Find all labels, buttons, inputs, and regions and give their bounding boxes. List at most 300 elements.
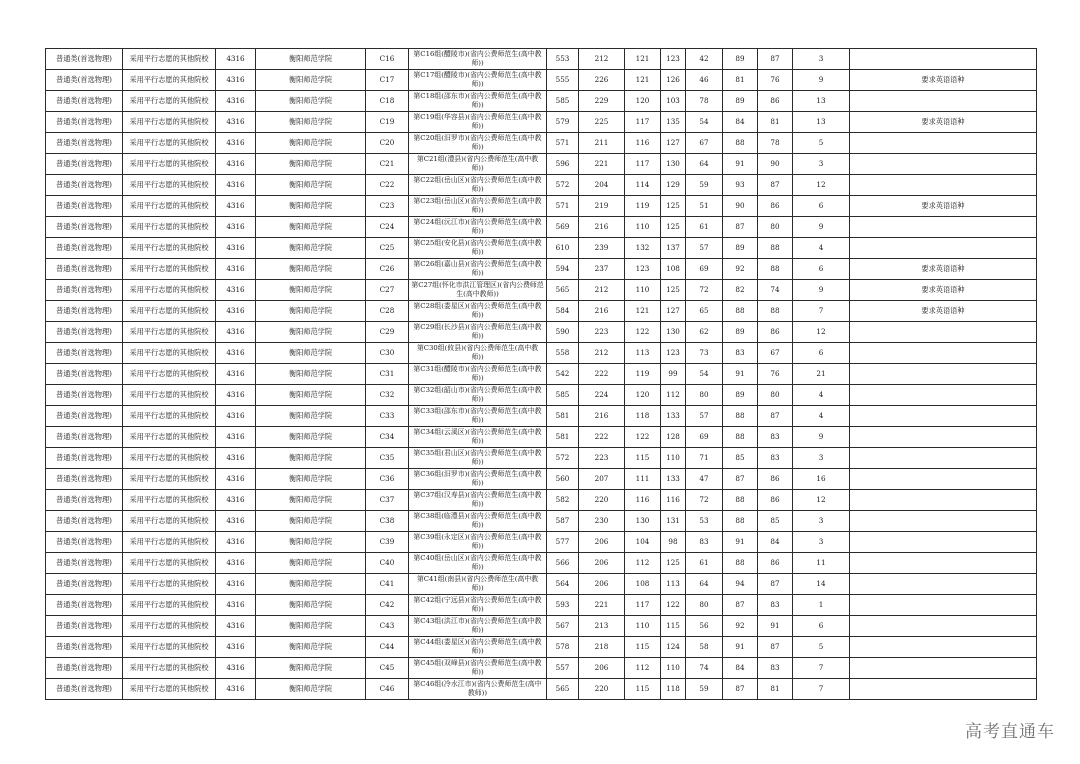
cell-score-e: 93 xyxy=(723,175,758,196)
cell-school-name: 衡阳师范学院 xyxy=(256,217,366,238)
cell-note: 要求英语语种 xyxy=(850,259,1037,280)
cell-batch: 采用平行志愿的其他院校 xyxy=(123,595,216,616)
cell-score-e: 88 xyxy=(723,427,758,448)
cell-total-score: 579 xyxy=(547,112,579,133)
cell-note: 要求英语语种 xyxy=(850,301,1037,322)
cell-score-f: 86 xyxy=(758,196,793,217)
cell-group-name: 第C20组(汨罗市)(省内公费师范生(高中教师)) xyxy=(409,133,547,154)
cell-score-c: 110 xyxy=(661,658,686,679)
cell-note xyxy=(850,616,1037,637)
cell-score-f: 85 xyxy=(758,511,793,532)
cell-school-name: 衡阳师范学院 xyxy=(256,637,366,658)
cell-count: 9 xyxy=(793,427,850,448)
cell-total-score: 577 xyxy=(547,532,579,553)
table-body xyxy=(46,49,1037,700)
cell-score-b: 116 xyxy=(625,133,661,154)
cell-score-d: 51 xyxy=(686,196,723,217)
cell-total-score: 560 xyxy=(547,469,579,490)
cell-school-name: 衡阳师范学院 xyxy=(256,91,366,112)
cell-score-e: 87 xyxy=(723,679,758,700)
table-row xyxy=(46,637,1037,658)
cell-group-code: C44 xyxy=(366,637,409,658)
cell-school-code: 4316 xyxy=(216,427,256,448)
cell-school-name: 衡阳师范学院 xyxy=(256,490,366,511)
cell-score-f: 86 xyxy=(758,490,793,511)
cell-category: 普通类(首选物理) xyxy=(46,322,123,343)
cell-score-d: 72 xyxy=(686,490,723,511)
cell-score-e: 83 xyxy=(723,343,758,364)
table-row xyxy=(46,490,1037,511)
table-row xyxy=(46,154,1037,175)
cell-total-score: 569 xyxy=(547,217,579,238)
cell-total-score: 581 xyxy=(547,427,579,448)
cell-school-code: 4316 xyxy=(216,364,256,385)
cell-school-code: 4316 xyxy=(216,280,256,301)
cell-group-name: 第C29组(长沙县)(省内公费师范生(高中教师)) xyxy=(409,322,547,343)
cell-batch: 采用平行志愿的其他院校 xyxy=(123,238,216,259)
cell-score-e: 88 xyxy=(723,553,758,574)
cell-score-b: 112 xyxy=(625,658,661,679)
cell-score-a: 206 xyxy=(579,532,625,553)
cell-score-b: 123 xyxy=(625,259,661,280)
cell-score-f: 87 xyxy=(758,406,793,427)
cell-group-code: C17 xyxy=(366,70,409,91)
cell-score-c: 127 xyxy=(661,133,686,154)
cell-school-name: 衡阳师范学院 xyxy=(256,112,366,133)
cell-school-name: 衡阳师范学院 xyxy=(256,532,366,553)
cell-score-c: 112 xyxy=(661,385,686,406)
cell-total-score: 565 xyxy=(547,679,579,700)
cell-group-name: 第C17组(醴陵市)(省内公费师范生(高中教师)) xyxy=(409,70,547,91)
admission-table xyxy=(45,48,1037,700)
cell-school-code: 4316 xyxy=(216,238,256,259)
cell-group-code: C32 xyxy=(366,385,409,406)
cell-count: 21 xyxy=(793,364,850,385)
table-row xyxy=(46,385,1037,406)
cell-score-c: 115 xyxy=(661,616,686,637)
table-row xyxy=(46,238,1037,259)
cell-total-score: 542 xyxy=(547,364,579,385)
cell-score-f: 84 xyxy=(758,532,793,553)
cell-score-a: 222 xyxy=(579,364,625,385)
cell-score-f: 81 xyxy=(758,679,793,700)
cell-score-d: 72 xyxy=(686,280,723,301)
cell-score-f: 86 xyxy=(758,469,793,490)
cell-batch: 采用平行志愿的其他院校 xyxy=(123,679,216,700)
cell-note xyxy=(850,595,1037,616)
cell-score-c: 135 xyxy=(661,112,686,133)
cell-batch: 采用平行志愿的其他院校 xyxy=(123,658,216,679)
cell-group-name: 第C26组(嘉山县)(省内公费师范生(高中教师)) xyxy=(409,259,547,280)
cell-school-name: 衡阳师范学院 xyxy=(256,679,366,700)
cell-school-code: 4316 xyxy=(216,553,256,574)
cell-note xyxy=(850,490,1037,511)
cell-score-b: 120 xyxy=(625,91,661,112)
cell-school-code: 4316 xyxy=(216,448,256,469)
cell-score-a: 229 xyxy=(579,91,625,112)
cell-school-name: 衡阳师范学院 xyxy=(256,154,366,175)
cell-score-a: 220 xyxy=(579,490,625,511)
cell-score-a: 216 xyxy=(579,301,625,322)
cell-score-f: 90 xyxy=(758,154,793,175)
cell-score-c: 137 xyxy=(661,238,686,259)
cell-school-code: 4316 xyxy=(216,112,256,133)
cell-total-score: 585 xyxy=(547,91,579,112)
cell-score-e: 84 xyxy=(723,112,758,133)
cell-category: 普通类(首选物理) xyxy=(46,70,123,91)
cell-group-code: C23 xyxy=(366,196,409,217)
cell-batch: 采用平行志愿的其他院校 xyxy=(123,259,216,280)
cell-score-f: 74 xyxy=(758,280,793,301)
cell-total-score: 566 xyxy=(547,553,579,574)
cell-count: 12 xyxy=(793,490,850,511)
cell-category: 普通类(首选物理) xyxy=(46,637,123,658)
cell-score-b: 114 xyxy=(625,175,661,196)
cell-total-score: 553 xyxy=(547,49,579,70)
cell-score-f: 67 xyxy=(758,343,793,364)
cell-score-d: 78 xyxy=(686,91,723,112)
cell-count: 3 xyxy=(793,49,850,70)
cell-count: 1 xyxy=(793,595,850,616)
cell-score-e: 94 xyxy=(723,574,758,595)
cell-score-f: 83 xyxy=(758,448,793,469)
table-row xyxy=(46,679,1037,700)
cell-note xyxy=(850,574,1037,595)
cell-score-e: 88 xyxy=(723,406,758,427)
cell-group-code: C38 xyxy=(366,511,409,532)
cell-total-score: 610 xyxy=(547,238,579,259)
table-row xyxy=(46,343,1037,364)
cell-group-code: C24 xyxy=(366,217,409,238)
cell-score-a: 219 xyxy=(579,196,625,217)
cell-score-d: 57 xyxy=(686,238,723,259)
cell-score-d: 73 xyxy=(686,343,723,364)
cell-score-a: 211 xyxy=(579,133,625,154)
cell-score-c: 130 xyxy=(661,322,686,343)
cell-school-code: 4316 xyxy=(216,343,256,364)
cell-group-code: C43 xyxy=(366,616,409,637)
cell-score-f: 88 xyxy=(758,259,793,280)
cell-note xyxy=(850,133,1037,154)
cell-school-name: 衡阳师范学院 xyxy=(256,238,366,259)
cell-score-b: 115 xyxy=(625,679,661,700)
cell-score-f: 80 xyxy=(758,217,793,238)
cell-score-f: 87 xyxy=(758,637,793,658)
cell-group-name: 第C44组(娄星区)(省内公费师范生(高中教师)) xyxy=(409,637,547,658)
cell-score-c: 128 xyxy=(661,427,686,448)
cell-score-b: 108 xyxy=(625,574,661,595)
cell-score-d: 74 xyxy=(686,658,723,679)
table-row xyxy=(46,70,1037,91)
cell-score-b: 117 xyxy=(625,595,661,616)
cell-school-name: 衡阳师范学院 xyxy=(256,364,366,385)
cell-group-code: C30 xyxy=(366,343,409,364)
table-row xyxy=(46,112,1037,133)
cell-note xyxy=(850,385,1037,406)
cell-batch: 采用平行志愿的其他院校 xyxy=(123,511,216,532)
cell-note xyxy=(850,175,1037,196)
cell-batch: 采用平行志愿的其他院校 xyxy=(123,280,216,301)
cell-category: 普通类(首选物理) xyxy=(46,469,123,490)
cell-score-a: 239 xyxy=(579,238,625,259)
cell-school-name: 衡阳师范学院 xyxy=(256,658,366,679)
cell-count: 9 xyxy=(793,217,850,238)
cell-school-name: 衡阳师范学院 xyxy=(256,427,366,448)
cell-score-a: 226 xyxy=(579,70,625,91)
cell-total-score: 594 xyxy=(547,259,579,280)
cell-score-e: 89 xyxy=(723,385,758,406)
table-row xyxy=(46,133,1037,154)
cell-school-code: 4316 xyxy=(216,217,256,238)
cell-group-code: C28 xyxy=(366,301,409,322)
cell-note xyxy=(850,469,1037,490)
cell-score-d: 54 xyxy=(686,364,723,385)
cell-total-score: 558 xyxy=(547,343,579,364)
cell-score-f: 88 xyxy=(758,301,793,322)
cell-score-c: 110 xyxy=(661,448,686,469)
cell-score-d: 56 xyxy=(686,616,723,637)
cell-group-name: 第C28组(娄星区)(省内公费师范生(高中教师)) xyxy=(409,301,547,322)
cell-score-d: 59 xyxy=(686,175,723,196)
cell-school-name: 衡阳师范学院 xyxy=(256,280,366,301)
table-row xyxy=(46,574,1037,595)
cell-school-name: 衡阳师范学院 xyxy=(256,175,366,196)
cell-total-score: 572 xyxy=(547,175,579,196)
cell-batch: 采用平行志愿的其他院校 xyxy=(123,406,216,427)
cell-school-code: 4316 xyxy=(216,154,256,175)
cell-note xyxy=(850,553,1037,574)
cell-category: 普通类(首选物理) xyxy=(46,217,123,238)
cell-school-name: 衡阳师范学院 xyxy=(256,574,366,595)
cell-category: 普通类(首选物理) xyxy=(46,595,123,616)
cell-batch: 采用平行志愿的其他院校 xyxy=(123,490,216,511)
cell-school-code: 4316 xyxy=(216,385,256,406)
cell-score-c: 127 xyxy=(661,301,686,322)
cell-note xyxy=(850,343,1037,364)
cell-group-name: 第C34组(云溪区)(省内公费师范生(高中教师)) xyxy=(409,427,547,448)
cell-batch: 采用平行志愿的其他院校 xyxy=(123,343,216,364)
table-row xyxy=(46,91,1037,112)
cell-school-code: 4316 xyxy=(216,259,256,280)
cell-batch: 采用平行志愿的其他院校 xyxy=(123,616,216,637)
cell-score-e: 91 xyxy=(723,637,758,658)
cell-group-code: C26 xyxy=(366,259,409,280)
cell-count: 12 xyxy=(793,322,850,343)
cell-batch: 采用平行志愿的其他院校 xyxy=(123,217,216,238)
cell-count: 13 xyxy=(793,91,850,112)
cell-score-d: 64 xyxy=(686,154,723,175)
table-row xyxy=(46,553,1037,574)
cell-group-name: 第C16组(醴陵市)(省内公费师范生(高中教师)) xyxy=(409,49,547,70)
table-row xyxy=(46,616,1037,637)
cell-score-f: 86 xyxy=(758,322,793,343)
cell-category: 普通类(首选物理) xyxy=(46,259,123,280)
cell-count: 9 xyxy=(793,280,850,301)
cell-score-b: 120 xyxy=(625,385,661,406)
cell-school-name: 衡阳师范学院 xyxy=(256,448,366,469)
cell-category: 普通类(首选物理) xyxy=(46,91,123,112)
cell-score-f: 87 xyxy=(758,574,793,595)
cell-total-score: 596 xyxy=(547,154,579,175)
cell-category: 普通类(首选物理) xyxy=(46,616,123,637)
cell-score-f: 87 xyxy=(758,175,793,196)
cell-score-c: 123 xyxy=(661,343,686,364)
cell-score-c: 131 xyxy=(661,511,686,532)
cell-count: 3 xyxy=(793,154,850,175)
cell-total-score: 571 xyxy=(547,196,579,217)
cell-score-d: 61 xyxy=(686,217,723,238)
cell-total-score: 587 xyxy=(547,511,579,532)
cell-score-a: 218 xyxy=(579,637,625,658)
cell-score-d: 65 xyxy=(686,301,723,322)
cell-group-name: 第C24组(沅江市)(省内公费师范生(高中教师)) xyxy=(409,217,547,238)
cell-score-d: 54 xyxy=(686,112,723,133)
cell-score-b: 116 xyxy=(625,490,661,511)
cell-count: 9 xyxy=(793,70,850,91)
cell-score-e: 87 xyxy=(723,217,758,238)
cell-group-name: 第C27组(怀化市洪江管理区)(省内公费师范生(高中教师)) xyxy=(409,280,547,301)
cell-school-code: 4316 xyxy=(216,658,256,679)
cell-score-b: 115 xyxy=(625,637,661,658)
table-row xyxy=(46,595,1037,616)
cell-batch: 采用平行志愿的其他院校 xyxy=(123,301,216,322)
cell-score-d: 46 xyxy=(686,70,723,91)
cell-group-name: 第C37组(汉寿县)(省内公费师范生(高中教师)) xyxy=(409,490,547,511)
cell-score-c: 125 xyxy=(661,217,686,238)
cell-score-e: 88 xyxy=(723,301,758,322)
cell-category: 普通类(首选物理) xyxy=(46,679,123,700)
cell-category: 普通类(首选物理) xyxy=(46,385,123,406)
cell-category: 普通类(首选物理) xyxy=(46,511,123,532)
cell-score-a: 206 xyxy=(579,553,625,574)
table-row xyxy=(46,280,1037,301)
cell-school-code: 4316 xyxy=(216,196,256,217)
cell-note xyxy=(850,91,1037,112)
cell-group-name: 第C40组(岳山区)(省内公费师范生(高中教师)) xyxy=(409,553,547,574)
cell-note: 要求英语语种 xyxy=(850,70,1037,91)
cell-school-name: 衡阳师范学院 xyxy=(256,322,366,343)
cell-score-d: 69 xyxy=(686,427,723,448)
cell-category: 普通类(首选物理) xyxy=(46,364,123,385)
cell-group-code: C27 xyxy=(366,280,409,301)
cell-count: 5 xyxy=(793,637,850,658)
cell-category: 普通类(首选物理) xyxy=(46,658,123,679)
cell-group-code: C31 xyxy=(366,364,409,385)
cell-score-d: 67 xyxy=(686,133,723,154)
cell-group-name: 第C42组(宁远县)(省内公费师范生(高中教师)) xyxy=(409,595,547,616)
cell-category: 普通类(首选物理) xyxy=(46,280,123,301)
cell-batch: 采用平行志愿的其他院校 xyxy=(123,49,216,70)
table-row xyxy=(46,322,1037,343)
cell-score-c: 98 xyxy=(661,532,686,553)
cell-group-name: 第C23组(岳山区)(省内公费师范生(高中教师)) xyxy=(409,196,547,217)
cell-group-code: C46 xyxy=(366,679,409,700)
cell-score-d: 71 xyxy=(686,448,723,469)
cell-score-e: 92 xyxy=(723,259,758,280)
cell-score-b: 113 xyxy=(625,343,661,364)
cell-category: 普通类(首选物理) xyxy=(46,406,123,427)
cell-group-name: 第C41组(南县)(省内公费师范生(高中教师)) xyxy=(409,574,547,595)
cell-note xyxy=(850,217,1037,238)
cell-total-score: 582 xyxy=(547,490,579,511)
cell-score-a: 216 xyxy=(579,217,625,238)
cell-score-e: 92 xyxy=(723,616,758,637)
cell-score-d: 80 xyxy=(686,385,723,406)
cell-count: 6 xyxy=(793,259,850,280)
cell-group-name: 第C33组(邵东市)(省内公费师范生(高中教师)) xyxy=(409,406,547,427)
cell-group-name: 第C25组(安化县)(省内公费师范生(高中教师)) xyxy=(409,238,547,259)
cell-school-code: 4316 xyxy=(216,532,256,553)
cell-group-name: 第C30组(攸县)(省内公费师范生(高中教师)) xyxy=(409,343,547,364)
table-row xyxy=(46,364,1037,385)
cell-note xyxy=(850,532,1037,553)
cell-total-score: 565 xyxy=(547,280,579,301)
cell-score-c: 122 xyxy=(661,595,686,616)
cell-score-d: 64 xyxy=(686,574,723,595)
cell-school-code: 4316 xyxy=(216,49,256,70)
cell-score-d: 53 xyxy=(686,511,723,532)
cell-count: 3 xyxy=(793,511,850,532)
cell-group-name: 第C43组(洪江市)(省内公费师范生(高中教师)) xyxy=(409,616,547,637)
cell-score-c: 125 xyxy=(661,553,686,574)
cell-count: 11 xyxy=(793,553,850,574)
cell-note xyxy=(850,364,1037,385)
cell-school-name: 衡阳师范学院 xyxy=(256,595,366,616)
cell-count: 5 xyxy=(793,133,850,154)
cell-score-e: 81 xyxy=(723,70,758,91)
cell-score-e: 89 xyxy=(723,91,758,112)
cell-score-e: 87 xyxy=(723,595,758,616)
cell-group-name: 第C32组(韶山市)(省内公费师范生(高中教师)) xyxy=(409,385,547,406)
cell-score-f: 78 xyxy=(758,133,793,154)
cell-batch: 采用平行志愿的其他院校 xyxy=(123,427,216,448)
cell-count: 3 xyxy=(793,532,850,553)
cell-note xyxy=(850,637,1037,658)
cell-school-name: 衡阳师范学院 xyxy=(256,553,366,574)
cell-score-a: 212 xyxy=(579,49,625,70)
cell-score-c: 118 xyxy=(661,679,686,700)
cell-batch: 采用平行志愿的其他院校 xyxy=(123,91,216,112)
cell-score-d: 57 xyxy=(686,406,723,427)
cell-total-score: 557 xyxy=(547,658,579,679)
table-row xyxy=(46,658,1037,679)
cell-score-e: 89 xyxy=(723,322,758,343)
table-row xyxy=(46,427,1037,448)
cell-category: 普通类(首选物理) xyxy=(46,238,123,259)
cell-school-code: 4316 xyxy=(216,133,256,154)
cell-score-b: 132 xyxy=(625,238,661,259)
cell-score-b: 110 xyxy=(625,280,661,301)
cell-total-score: 593 xyxy=(547,595,579,616)
cell-score-f: 83 xyxy=(758,595,793,616)
cell-school-name: 衡阳师范学院 xyxy=(256,49,366,70)
cell-note xyxy=(850,49,1037,70)
cell-note xyxy=(850,511,1037,532)
cell-note: 要求英语语种 xyxy=(850,112,1037,133)
cell-group-code: C20 xyxy=(366,133,409,154)
cell-score-c: 125 xyxy=(661,196,686,217)
cell-group-name: 第C19组(华容县)(省内公费师范生(高中教师)) xyxy=(409,112,547,133)
cell-school-name: 衡阳师范学院 xyxy=(256,616,366,637)
cell-score-e: 85 xyxy=(723,448,758,469)
cell-group-name: 第C35组(君山区)(省内公费师范生(高中教师)) xyxy=(409,448,547,469)
cell-score-d: 80 xyxy=(686,595,723,616)
cell-score-c: 125 xyxy=(661,280,686,301)
cell-count: 7 xyxy=(793,658,850,679)
cell-note: 要求英语语种 xyxy=(850,280,1037,301)
cell-category: 普通类(首选物理) xyxy=(46,574,123,595)
cell-score-a: 216 xyxy=(579,406,625,427)
